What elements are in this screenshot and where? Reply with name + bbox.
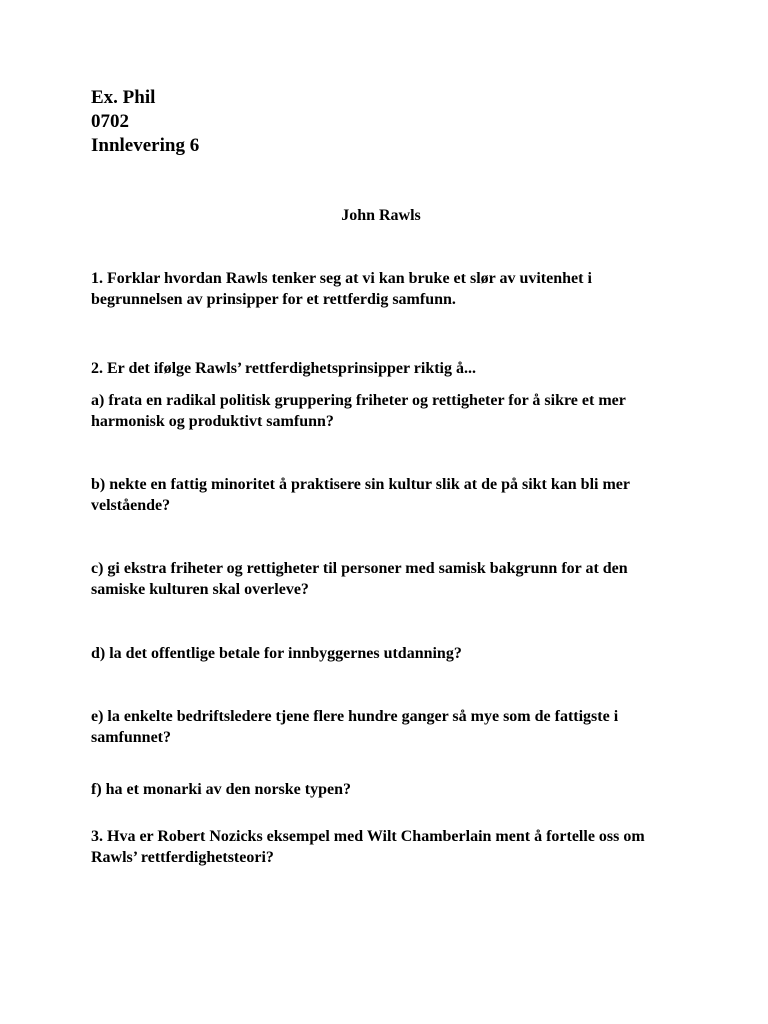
question-2b: b) nekte en fattig minoritet å praktisere sin kultur slik at de på sikt kan bli mer velstående? [91, 476, 630, 514]
course-name: Ex. Phil [91, 87, 156, 108]
assignment-title: Innlevering 6 [91, 135, 200, 156]
document-title: John Rawls [341, 207, 421, 224]
question-2a: a) frata en radikal politisk gruppering friheter og rettigheter for å sikre et mer harmonisk og produktivt samfunn? [91, 392, 626, 430]
question-2f: f) ha et monarki av den norske typen? [91, 781, 352, 798]
question-2e: e) la enkelte bedriftsledere tjene flere hundre ganger så mye som de fattigste i samfunnet? [91, 708, 619, 746]
question-1: 1. Forklar hvordan Rawls tenker seg at vi kan bruke et slør av uvitenhet i begrunnelsen av prinsipper for et rettferdig samfunn. [91, 270, 592, 308]
question-3: 3. Hva er Robert Nozicks eksempel med Wilt Chamberlain ment å fortelle oss om Rawls’ rettferdighetsteori? [91, 828, 645, 866]
question-2c: c) gi ekstra friheter og rettigheter til personer med samisk bakgrunn for at den samiske kulturen skal overleve? [91, 560, 628, 598]
question-2: 2. Er det ifølge Rawls’ rettferdighetsprinsipper riktig å... [91, 360, 476, 377]
question-2d: d) la det offentlige betale for innbyggernes utdanning? [91, 645, 462, 662]
course-code: 0702 [91, 111, 129, 132]
